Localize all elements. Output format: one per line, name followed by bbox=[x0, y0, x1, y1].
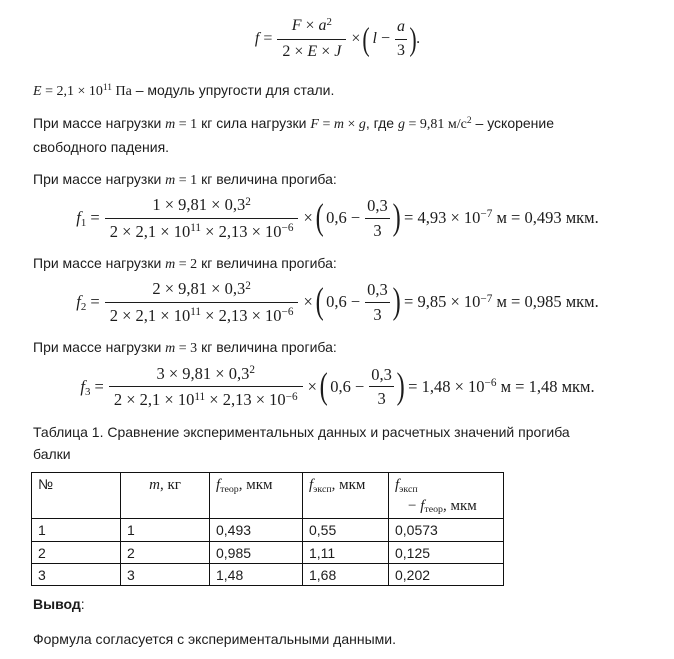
open-paren: ( bbox=[315, 197, 324, 238]
paragraph-deflection-m3: При массе нагрузки m = 3 кг величина прогиба: bbox=[33, 339, 337, 357]
cell-number: 3 bbox=[32, 563, 121, 585]
table-row bbox=[32, 541, 504, 563]
formula-lhs: f1 = bbox=[76, 208, 100, 230]
cell-f-difference: 0,0573 bbox=[389, 519, 504, 541]
formula-period: . bbox=[416, 30, 421, 48]
fraction-denominator: $2 \times 2,1 \times 10^{11} \times 2,13 \times 10^{-6}$ bbox=[113, 390, 298, 410]
fraction-denominator: 2 × E × J bbox=[282, 42, 342, 60]
paragraph-elastic-modulus: $E = 2,1 \times 10^{11}$ Па – модуль упругости для стали. bbox=[33, 81, 335, 99]
fraction-denominator: $2 \times 2,1 \times 10^{11} \times 2,13 \times 10^{-6}$ bbox=[109, 221, 294, 241]
header-f-difference-line2: − fтеор, мкм bbox=[408, 497, 477, 516]
fraction-numerator: $F \times a^2$ bbox=[277, 16, 346, 40]
inner-fraction bbox=[395, 17, 407, 62]
inner-expression: 0,6 − bbox=[326, 208, 361, 228]
fraction bbox=[105, 278, 299, 326]
inner-fraction bbox=[365, 279, 390, 325]
inner-fraction-denominator: 3 bbox=[373, 304, 382, 324]
cell-mass: 2 bbox=[121, 541, 210, 563]
table-row bbox=[32, 519, 504, 541]
cell-f-theoretical: 0,985 bbox=[210, 541, 303, 563]
inner-fraction-denominator: 3 bbox=[373, 220, 382, 240]
open-paren: ( bbox=[362, 20, 371, 58]
header-f-difference bbox=[389, 473, 504, 519]
formula-result: = $9,85 \times 10^{-7}$ м = 0,985 мкм. bbox=[404, 292, 599, 312]
header-number: № bbox=[32, 473, 121, 519]
open-paren: ( bbox=[319, 366, 328, 407]
fraction-numerator: $1 \times 9,81 \times 0,3^2$ bbox=[105, 194, 299, 218]
fraction-numerator: $2 \times 9,81 \times 0,3^2$ bbox=[105, 278, 299, 302]
header-mass: m, кг bbox=[121, 473, 210, 519]
cell-number: 1 bbox=[32, 519, 121, 541]
multiplication-sign: × bbox=[307, 376, 317, 396]
inner-fraction-numerator: 0,3 bbox=[365, 195, 390, 218]
formula-result: = $1,48 \times 10^{-6}$ м = 1,48 мкм. bbox=[408, 376, 595, 396]
inner-fraction-numerator: 0,3 bbox=[365, 279, 390, 302]
formula-result: = $4,93 \times 10^{-7}$ м = 0,493 мкм. bbox=[404, 208, 599, 228]
conclusion-text: Формула согласуется с экспериментальными данными. bbox=[33, 630, 397, 647]
fraction bbox=[277, 16, 346, 63]
inner-fraction-denominator: 3 bbox=[377, 389, 386, 409]
table-row bbox=[32, 563, 504, 585]
fraction bbox=[109, 363, 303, 411]
conclusion-heading bbox=[33, 594, 642, 615]
cell-mass: 1 bbox=[121, 519, 210, 541]
formula-f2 bbox=[33, 278, 642, 326]
conclusion-colon: : bbox=[80, 595, 85, 612]
table-header-row bbox=[32, 473, 504, 519]
cell-f-difference: 0,125 bbox=[389, 541, 504, 563]
results-table bbox=[31, 472, 504, 586]
cell-f-theoretical: 1,48 bbox=[210, 563, 303, 585]
formula-lhs: f3 = bbox=[80, 376, 104, 398]
formula-f1 bbox=[33, 194, 642, 242]
cell-number: 2 bbox=[32, 541, 121, 563]
close-paren: ) bbox=[409, 20, 417, 58]
formula-lhs: f2 = bbox=[76, 292, 100, 314]
header-f-difference-line1: fэксп bbox=[395, 477, 418, 496]
conclusion-label: Вывод bbox=[33, 595, 81, 612]
inner-expression: 0,6 − bbox=[330, 376, 365, 396]
paragraph-deflection-m1: При массе нагрузки m = 1 кг величина прогиба: bbox=[33, 170, 337, 188]
multiplication-sign: × bbox=[303, 208, 313, 228]
cell-mass: 3 bbox=[121, 563, 210, 585]
paragraph-deflection-m2: При массе нагрузки m = 2 кг величина прогиба: bbox=[33, 255, 337, 273]
close-paren: ) bbox=[396, 366, 405, 407]
formula-f3 bbox=[33, 363, 642, 411]
inner-fraction-denominator: 3 bbox=[396, 41, 405, 59]
multiplication-sign: × bbox=[351, 30, 361, 48]
inner-fraction-numerator: 0,3 bbox=[369, 364, 394, 387]
fraction-numerator: $3 \times 9,81 \times 0,3^2$ bbox=[109, 363, 303, 387]
table-caption: Таблица 1. Сравнение экспериментальных данных и расчетных значений прогиба балки bbox=[33, 423, 570, 462]
inner-fraction bbox=[369, 364, 394, 410]
main-deflection-formula bbox=[33, 16, 642, 63]
paragraph-load-force: При массе нагрузки m = 1 кг сила нагрузки F = m × g, где g = 9,81 $м/с^2$ – ускорение свободного падения. bbox=[33, 114, 555, 156]
formula-lhs: f = bbox=[254, 30, 273, 48]
inner-fraction bbox=[365, 195, 390, 241]
open-paren: ( bbox=[315, 281, 324, 322]
fraction bbox=[105, 194, 299, 242]
header-f-theoretical: fтеор, мкм bbox=[210, 473, 303, 519]
cell-f-experimental: 1,68 bbox=[303, 563, 389, 585]
fraction-denominator: $2 \times 2,1 \times 10^{11} \times 2,13 \times 10^{-6}$ bbox=[109, 305, 294, 325]
cell-f-difference: 0,202 bbox=[389, 563, 504, 585]
cell-f-experimental: 0,55 bbox=[303, 519, 389, 541]
close-paren: ) bbox=[392, 281, 401, 322]
header-f-experimental: fэксп, мкм bbox=[303, 473, 389, 519]
cell-f-experimental: 1,11 bbox=[303, 541, 389, 563]
multiplication-sign: × bbox=[303, 292, 313, 312]
close-paren: ) bbox=[392, 197, 401, 238]
inner-expression: l − bbox=[372, 30, 390, 48]
inner-expression: 0,6 − bbox=[326, 292, 361, 312]
cell-f-theoretical: 0,493 bbox=[210, 519, 303, 541]
inner-fraction-numerator: a bbox=[395, 17, 407, 40]
